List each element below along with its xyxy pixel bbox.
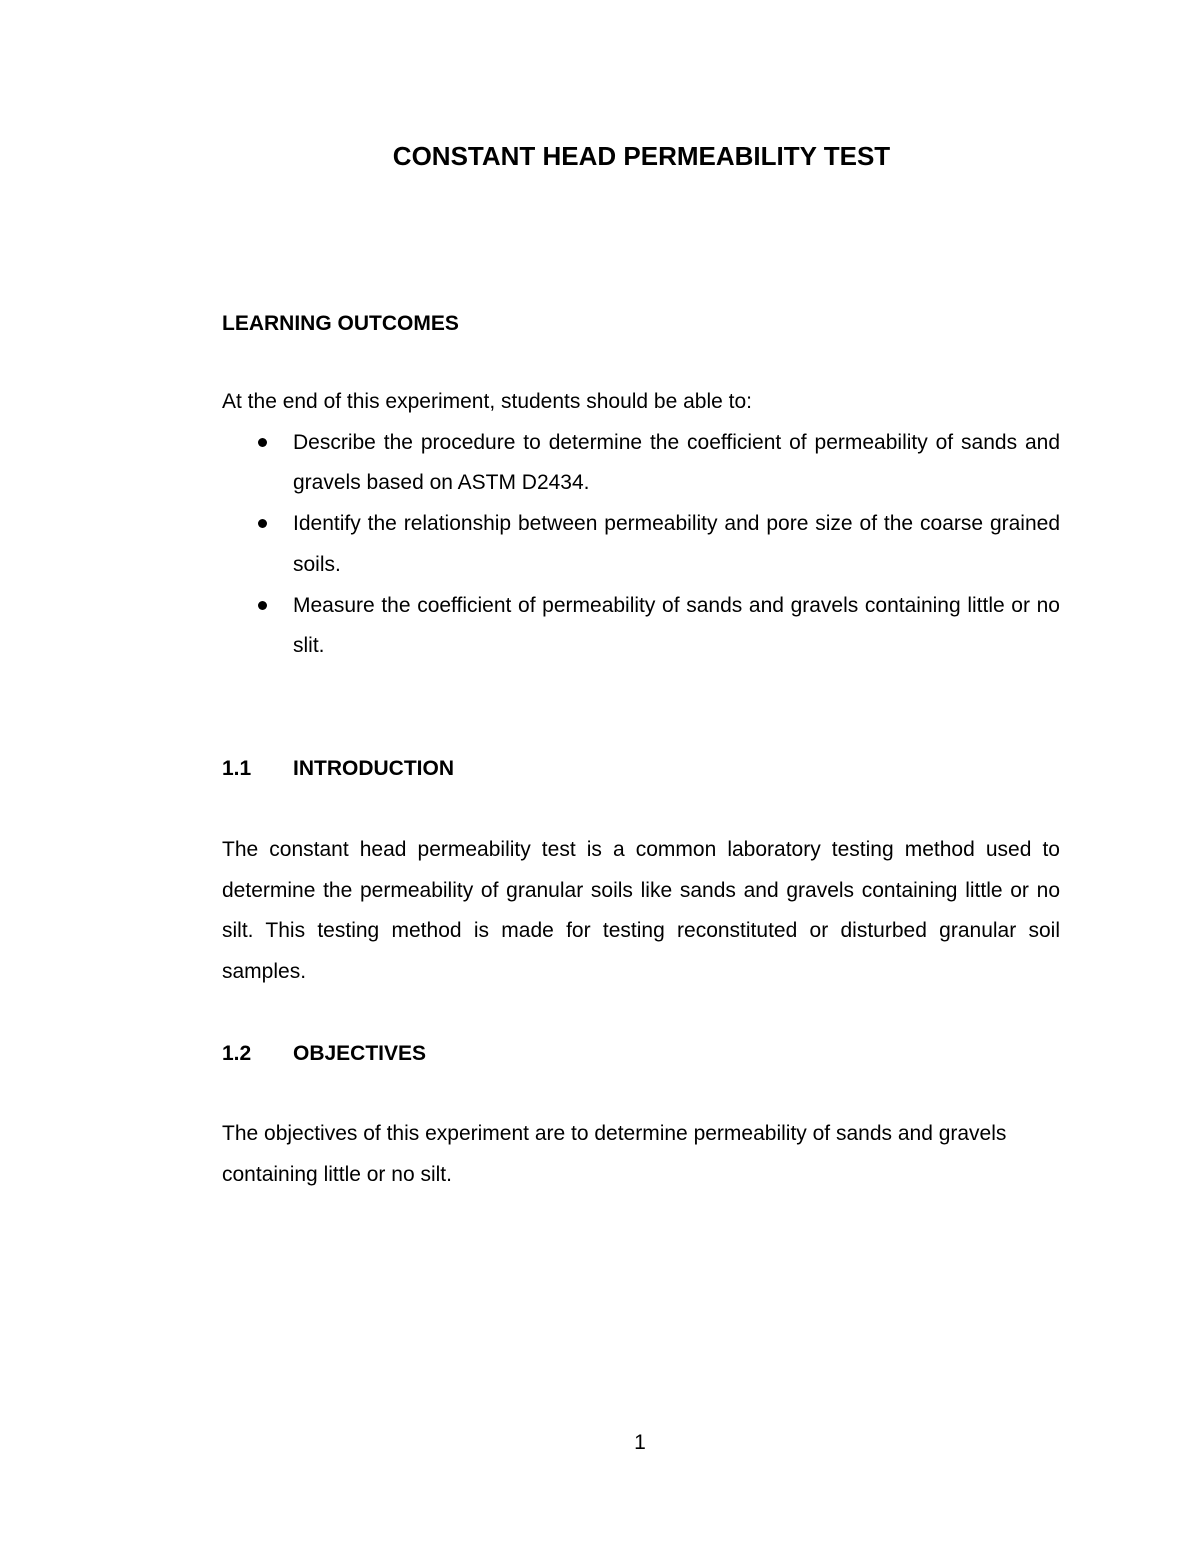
objectives-body bbox=[222, 1114, 1042, 1195]
learning-outcomes-intro: At the end of this experiment, students should be able to: bbox=[222, 390, 753, 413]
list-item bbox=[222, 504, 1060, 585]
learning-outcomes-section bbox=[222, 306, 1060, 342]
objectives-heading bbox=[222, 1036, 1060, 1072]
list-item-text: Identify the relationship between permeability and pore size of the coarse grained soils. bbox=[293, 512, 1060, 576]
learning-outcomes-body bbox=[222, 382, 1060, 667]
list-item bbox=[222, 586, 1060, 667]
introduction-body bbox=[222, 830, 1060, 993]
section-number: 1.2 bbox=[222, 1042, 252, 1065]
list-item bbox=[222, 423, 1060, 504]
bullet-icon bbox=[258, 601, 267, 610]
learning-outcomes-heading: LEARNING OUTCOMES bbox=[222, 312, 459, 335]
bullet-icon bbox=[258, 438, 267, 447]
objectives-text: The objectives of this experiment are to determine permeability of sands and gravels containing little or no silt. bbox=[222, 1122, 1007, 1186]
bullet-icon bbox=[258, 519, 267, 528]
section-title: OBJECTIVES bbox=[293, 1042, 427, 1065]
section-number: 1.1 bbox=[222, 757, 252, 780]
objectives-section bbox=[222, 1036, 1060, 1072]
list-item-text: Measure the coefficient of permeability of sands and gravels containing little or no slit. bbox=[293, 593, 1060, 658]
introduction-heading bbox=[222, 751, 1060, 787]
introduction-text: The constant head permeability test is a common laboratory testing method used to determine the permeability of granular soils like sands and gravels containing little or no silt. This testing method is made for testing reconstituted or disturbed granular soil samples. bbox=[222, 838, 1060, 984]
page-number: 1 bbox=[634, 1431, 646, 1454]
list-item-text: Describe the procedure to determine the coefficient of permeability of sands and gravels based on ASTM D2434. bbox=[293, 430, 1060, 495]
document-title: CONSTANT HEAD PERMEABILITY TEST bbox=[392, 141, 891, 171]
learning-outcomes-list bbox=[222, 423, 1060, 667]
introduction-section bbox=[222, 751, 1060, 787]
section-title: INTRODUCTION bbox=[293, 757, 454, 780]
